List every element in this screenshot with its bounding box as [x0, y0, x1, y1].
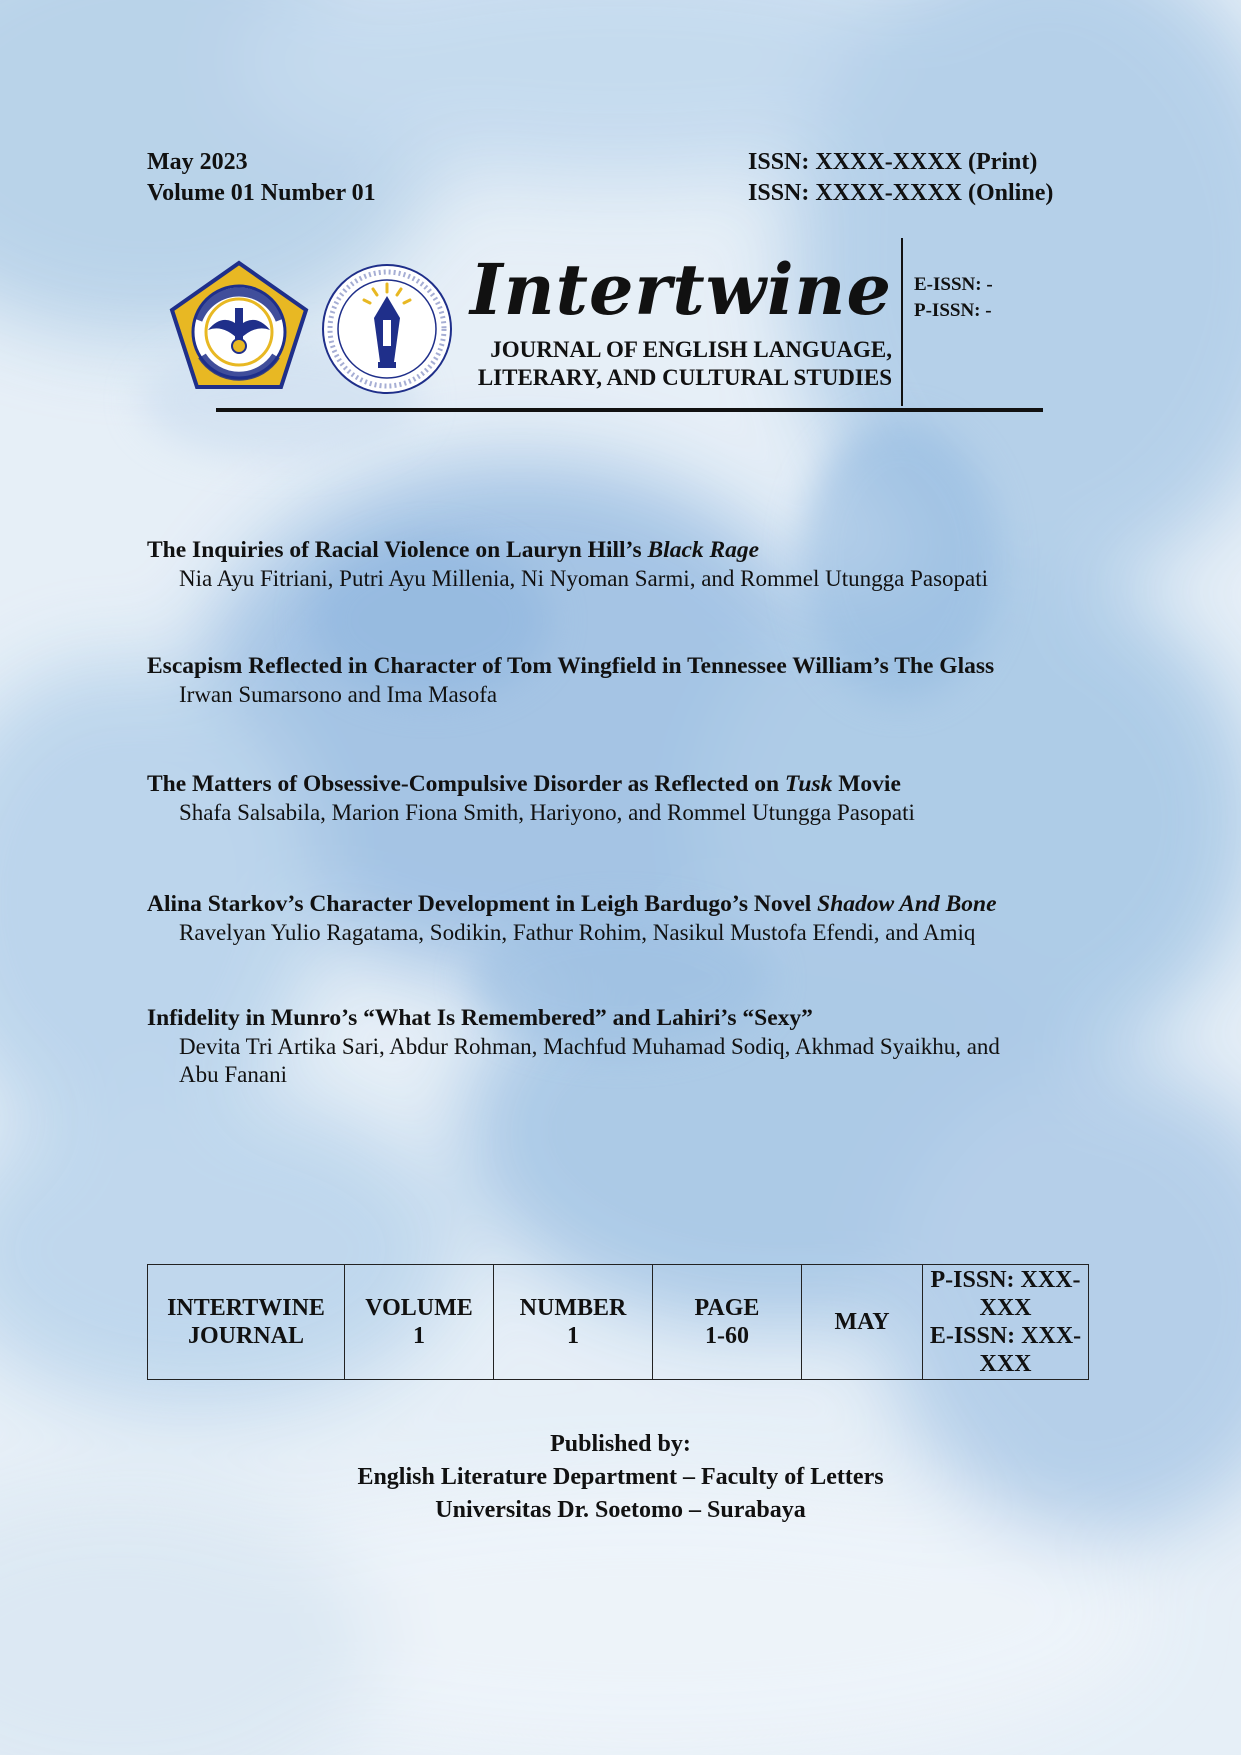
article-title: The Inquiries of Racial Violence on Lauryn Hill’s Black Rage — [147, 537, 760, 563]
publisher-block — [0, 1428, 1241, 1527]
article-title: Infidelity in Munro’s “What Is Remembered” and Lahiri’s “Sexy” — [147, 1005, 813, 1031]
volume-number: Volume 01 Number 01 — [147, 180, 376, 206]
masthead-divider — [901, 238, 903, 406]
article-item — [147, 652, 1087, 709]
publisher-department: English Literature Department – Faculty of Letters — [357, 1464, 884, 1490]
article-authors-line1: Devita Tri Artika Sari, Abdur Rohman, Machfud Muhamad Sodiq, Akhmad Syaikhu, and — [179, 1034, 1000, 1059]
table-row — [148, 1265, 1089, 1380]
issn-online: ISSN: XXXX-XXXX (Online) — [748, 180, 1054, 206]
article-title: The Matters of Obsessive-Compulsive Disorder as Reflected on Tusk Movie — [147, 771, 901, 797]
publisher-label: Published by: — [550, 1431, 691, 1457]
masthead-eissn: E-ISSN: - — [914, 274, 993, 295]
table-cell-month: MAY — [802, 1265, 923, 1380]
issn-info — [748, 147, 1053, 209]
article-authors-line2: Abu Fanani — [179, 1062, 287, 1087]
issue-info — [147, 147, 376, 209]
article-title: Alina Starkov’s Character Development in Leigh Bardugo’s Novel Shadow And Bone — [147, 891, 997, 917]
article-item — [147, 536, 1087, 593]
article-authors: Nia Ayu Fitriani, Putri Ayu Millenia, Ni Nyoman Sarmi, and Rommel Utungga Pasopati — [179, 566, 989, 591]
table-cell-volume: VOLUME 1 — [345, 1265, 494, 1380]
journal-masthead — [430, 248, 892, 392]
article-authors: Shafa Salsabila, Marion Fiona Smith, Hariyono, and Rommel Utungga Pasopati — [179, 800, 915, 825]
article-title: Escapism Reflected in Character of Tom Wingfield in Tennessee William’s The Glass — [147, 653, 995, 679]
article-authors: Irwan Sumarsono and Ima Masofa — [179, 682, 498, 707]
issue-info-table — [147, 1264, 1089, 1380]
publisher-university: Universitas Dr. Soetomo – Surabaya — [435, 1497, 806, 1523]
table-cell-page: PAGE 1-60 — [653, 1265, 802, 1380]
article-item — [147, 1004, 1087, 1089]
journal-title: Intertwine — [469, 248, 892, 331]
faculty-emblem-icon — [168, 260, 310, 390]
table-cell-journal: INTERTWINE JOURNAL — [148, 1265, 345, 1380]
article-authors: Ravelyan Yulio Ragatama, Sodikin, Fathur Rohim, Nasikul Mustofa Efendi, and Amiq — [179, 920, 976, 945]
issue-date: May 2023 — [147, 149, 248, 175]
journal-subtitle — [430, 336, 892, 392]
article-item — [147, 890, 1087, 947]
masthead-issn — [914, 272, 993, 324]
article-item — [147, 770, 1087, 827]
journal-subtitle-line1: JOURNAL OF ENGLISH LANGUAGE, — [490, 337, 892, 362]
article-authors — [179, 1033, 1087, 1089]
masthead-pissn: P-ISSN: - — [914, 300, 992, 321]
masthead-rule — [216, 408, 1043, 412]
journal-subtitle-line2: LITERARY, AND CULTURAL STUDIES — [477, 365, 892, 390]
table-cell-issn: P-ISSN: XXX- XXX E-ISSN: XXX- XXX — [923, 1265, 1089, 1380]
issn-print: ISSN: XXXX-XXXX (Print) — [748, 149, 1038, 175]
table-cell-number: NUMBER 1 — [494, 1265, 653, 1380]
